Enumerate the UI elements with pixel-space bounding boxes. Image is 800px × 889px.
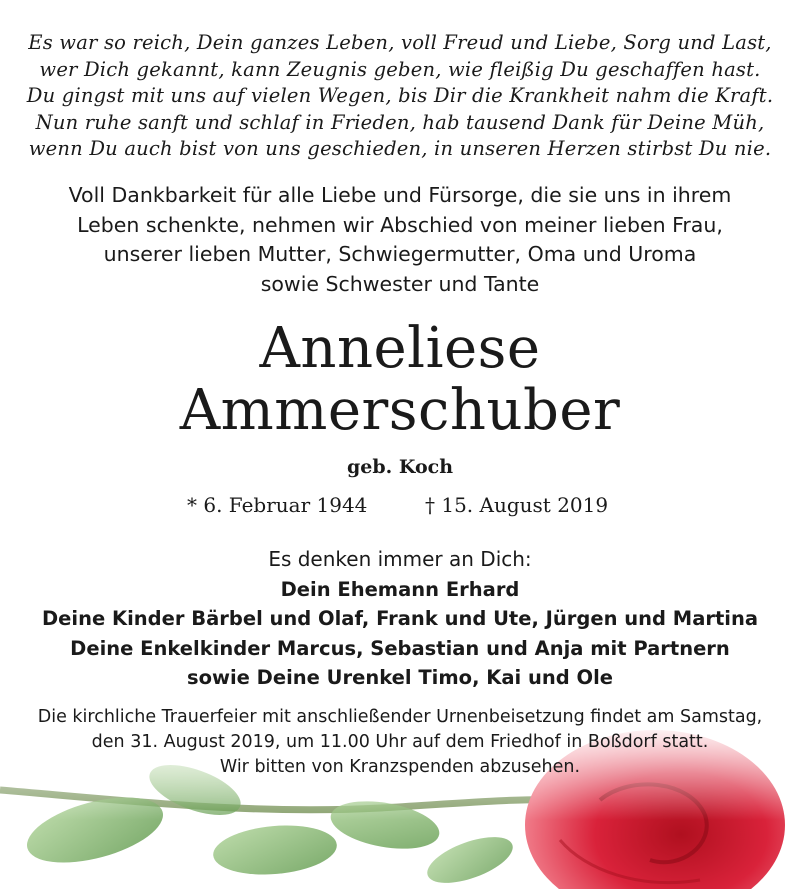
mourner-line: Deine Enkelkinder Marcus, Sebastian und Anja mit Partnern	[70, 636, 730, 660]
mourners	[0, 545, 800, 693]
service-line: Die kirchliche Trauerfeier mit anschließender Urnenbeisetzung findet am Samstag,	[37, 707, 763, 727]
intro-line: unserer lieben Mutter, Schwiegermutter, Oma und Uroma	[103, 242, 697, 266]
intro-line: sowie Schwester und Tante	[260, 271, 540, 296]
intro-line: Leben schenkte, nehmen wir Abschied von meiner lieben Frau,	[77, 212, 723, 237]
poem-line: Du gingst mit uns auf vielen Wegen, bis Dir die Krankheit nahm die Kraft.	[26, 84, 774, 107]
mourner-line: Deine Kinder Bärbel und Olaf, Frank und Ute, Jürgen und Martina	[41, 607, 759, 630]
service-line: Wir bitten von Kranzspenden abzusehen.	[219, 757, 581, 777]
intro-line: Voll Dankbarkeit für alle Liebe und Fürsorge, die sie uns in ihrem	[68, 183, 732, 207]
last-name: Ammerschuber	[179, 378, 621, 443]
poem	[0, 30, 800, 163]
funeral-service-info	[0, 705, 800, 780]
mourner-line: sowie Deine Urenkel Timo, Kai und Ole	[186, 666, 614, 689]
poem-line: wenn Du auch bist von uns geschieden, in unseren Herzen stirbst Du nie.	[28, 137, 772, 160]
death-date: † 15. August 2019	[425, 493, 609, 517]
deceased-name	[0, 318, 800, 442]
intro-text	[0, 181, 800, 299]
first-name: Anneliese	[259, 316, 541, 381]
poem-line: wer Dich gekannt, kann Zeugnis geben, wie fleißig Du geschaffen hast.	[39, 57, 761, 81]
poem-line: Nun ruhe sanft und schlaf in Frieden, hab tausend Dank für Deine Müh,	[35, 110, 765, 134]
service-line: den 31. August 2019, um 11.00 Uhr auf dem Friedhof in Boßdorf statt.	[91, 732, 709, 752]
poem-line: Es war so reich, Dein ganzes Leben, voll Freud und Liebe, Sorg und Last,	[28, 31, 772, 54]
birth-date: * 6. Februar 1944	[187, 493, 368, 517]
mourners-heading: Es denken immer an Dich:	[268, 547, 532, 571]
mourner-line: Dein Ehemann Erhard	[280, 577, 520, 601]
maiden-name: geb. Koch	[346, 456, 454, 478]
